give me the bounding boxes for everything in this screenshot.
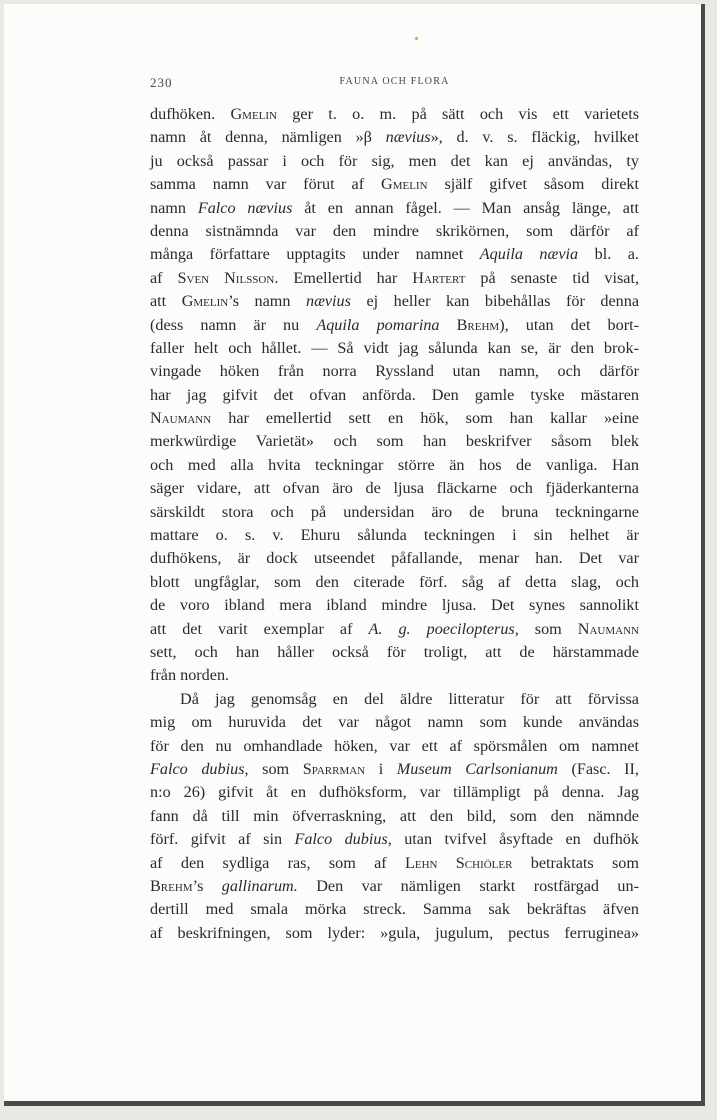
text-run: har jag gifvit det ofvan anförda. Den gamle tyske mästaren [150, 385, 639, 404]
text-line [150, 267, 639, 290]
text-run: att det varit exemplar af [150, 619, 369, 638]
text-run: dufhöken. [150, 105, 231, 123]
text-line [150, 103, 639, 126]
text-run: n:o 26) gifvit åt en dufhöksform, var tillämpligt på denna. Jag [150, 783, 639, 802]
text-run: säger vidare, att ofvan äro de ljusa fläckarne och fjäderkanterna [150, 479, 639, 498]
text-run: merkwürdige Varietät» och som han beskrifver såsom blek [150, 432, 639, 451]
text-run: många författare upptagits under namnet [150, 245, 480, 264]
text-run: namn åt denna, nämligen »β [150, 128, 386, 147]
author-name: Brehm [150, 876, 193, 895]
text-line [150, 360, 639, 383]
text-run: ), utan det bort- [499, 315, 639, 334]
text-run: på senaste tid visat, [465, 268, 640, 287]
text-line [150, 618, 639, 641]
text-run: fann då till min öfverraskning, att den bild, som den nämnde [150, 806, 639, 825]
text-run: namn [150, 198, 198, 217]
text-run: från norden. [150, 666, 230, 685]
author-name: Sven Nilsson [177, 268, 275, 287]
scanned-page [4, 4, 705, 1106]
text-run: i [365, 759, 397, 778]
text-run: Den var nämligen starkt rostfärgad un- [297, 876, 640, 895]
italic-text: Aquila nævia [479, 245, 579, 264]
text-line [150, 454, 639, 477]
text-line [150, 641, 639, 664]
italic-text: nævius [305, 292, 351, 311]
text-run: ju också passar i och för sig, men det kan ej användas, ty [150, 151, 639, 170]
text-line [150, 735, 639, 758]
text-line [150, 594, 639, 617]
text-run: (Fasc. II, [557, 759, 639, 778]
author-name: Gmelin [181, 292, 229, 311]
text-run: dufhökens, är dock utseendet påfallande, menar han. Det var [150, 549, 639, 568]
text-run: särskildt stora och på undersidan äro de bruna teckningarne [150, 502, 639, 521]
text-run: de voro ibland mera ibland mindre ljusa. Det synes sannolikt [150, 596, 639, 615]
text-line [150, 126, 639, 149]
page-header [150, 75, 639, 89]
running-title: FAUNA OCH FLORA [339, 76, 450, 87]
text-line [150, 922, 639, 945]
text-run: åt en annan fågel. — Man ansåg länge, att [292, 198, 639, 217]
author-name: Gmelin [381, 175, 428, 194]
italic-text: Aquila pomarina [316, 315, 440, 334]
text-line [150, 805, 639, 828]
text-run: förf. gifvit af sin [150, 830, 295, 849]
text-line [150, 711, 639, 734]
text-line [150, 828, 639, 851]
text-line [150, 477, 639, 500]
text-run: af [150, 268, 178, 287]
text-run: », d. v. s. fläckig, hvilket [430, 128, 639, 147]
text-run: ger t. o. m. på sätt och vis ett varietets [277, 105, 639, 123]
text-line [150, 501, 639, 524]
text-line [150, 220, 639, 243]
text-run: (dess namn är nu [150, 315, 317, 334]
text-run: af den sydliga ras, som af [150, 853, 405, 872]
text-run [440, 316, 457, 334]
author-name: Brehm [456, 315, 500, 334]
text-line [150, 243, 639, 266]
text-run: har emellertid sett en hök, som han kallar »eine [211, 409, 639, 428]
text-line [150, 337, 639, 360]
text-run: ej heller kan bibehållas för denna [350, 292, 639, 311]
body-text [150, 103, 639, 945]
text-run: dertill med smala mörka streck. Samma sak bekräftas äfven [150, 900, 639, 919]
italic-text: Falco dubius, [150, 759, 249, 778]
text-run: som [248, 759, 303, 778]
italic-text: gallinarum. [221, 876, 298, 895]
italic-text: A. g. poecilopterus, [368, 619, 519, 638]
text-run: som [518, 619, 578, 638]
italic-text: Falco dubius, [294, 830, 392, 849]
text-line [150, 898, 639, 921]
text-line [150, 150, 639, 173]
text-line [150, 664, 639, 687]
text-run: att [150, 292, 182, 311]
text-run: bl. a. [578, 245, 639, 264]
author-name: Sparrman [302, 759, 366, 778]
text-run: blott ungfåglar, som den citerade förf. såg af detta slag, och [150, 572, 639, 591]
text-line [150, 781, 639, 804]
text-line [150, 875, 639, 898]
text-run: mig om huruvida det var något namn som kunde användas [150, 713, 639, 732]
text-run: . Emellertid har [274, 268, 413, 287]
text-line [150, 758, 639, 781]
text-line [150, 547, 639, 570]
text-line [150, 314, 639, 337]
text-line [150, 290, 639, 313]
author-name: Hartert [412, 268, 466, 287]
text-run: mattare o. s. v. Ehuru sålunda teckningen i sin helhet är [150, 526, 639, 545]
italic-text: nævius [385, 128, 431, 147]
author-name: Gmelin [230, 105, 278, 123]
text-run: betraktats som [512, 853, 639, 872]
author-name: Naumann [150, 409, 212, 428]
text-run: samma namn var förut af [150, 175, 382, 194]
text-run: denna sistnämnda var den mindre skrikörnen, som därför af [150, 221, 639, 240]
italic-text: Falco nævius [197, 198, 293, 217]
text-run: vingade höken från norra Ryssland utan namn, och därför [150, 362, 639, 381]
text-line [150, 852, 639, 875]
text-line [150, 197, 639, 220]
italic-text: Museum Carlsonianum [396, 759, 558, 778]
text-line [150, 430, 639, 453]
text-run: själf gifvet såsom direkt [427, 175, 639, 194]
ink-speck [415, 37, 418, 40]
text-run: af beskrifningen, som lyder: »gula, jugulum, pectus ferruginea» [150, 923, 639, 942]
text-run: ’s namn [228, 292, 306, 311]
text-run: faller helt och hållet. — Så vidt jag sålunda kan se, är den brok- [150, 338, 639, 357]
author-name: Lehn Schiöler [405, 853, 513, 872]
text-line [150, 384, 639, 407]
text-run: utan tvifvel åsyftade en dufhök [391, 830, 639, 849]
text-run: sett, och han håller också för troligt, att de härstammade [150, 642, 639, 661]
text-run: Då jag genomsåg en del äldre litteratur för att förvissa [180, 689, 639, 708]
page-number: 230 [150, 75, 173, 90]
text-line [150, 407, 639, 430]
text-line [150, 173, 639, 196]
text-line [150, 571, 639, 594]
text-run: ’s [192, 876, 222, 895]
text-run: och med alla hvita teckningar större än hos de vanliga. Han [150, 455, 639, 474]
text-line [150, 688, 639, 711]
text-line [150, 524, 639, 547]
author-name: Naumann [577, 619, 639, 638]
text-run: för den nu omhandlade höken, var ett af spörsmålen om namnet [150, 736, 639, 755]
